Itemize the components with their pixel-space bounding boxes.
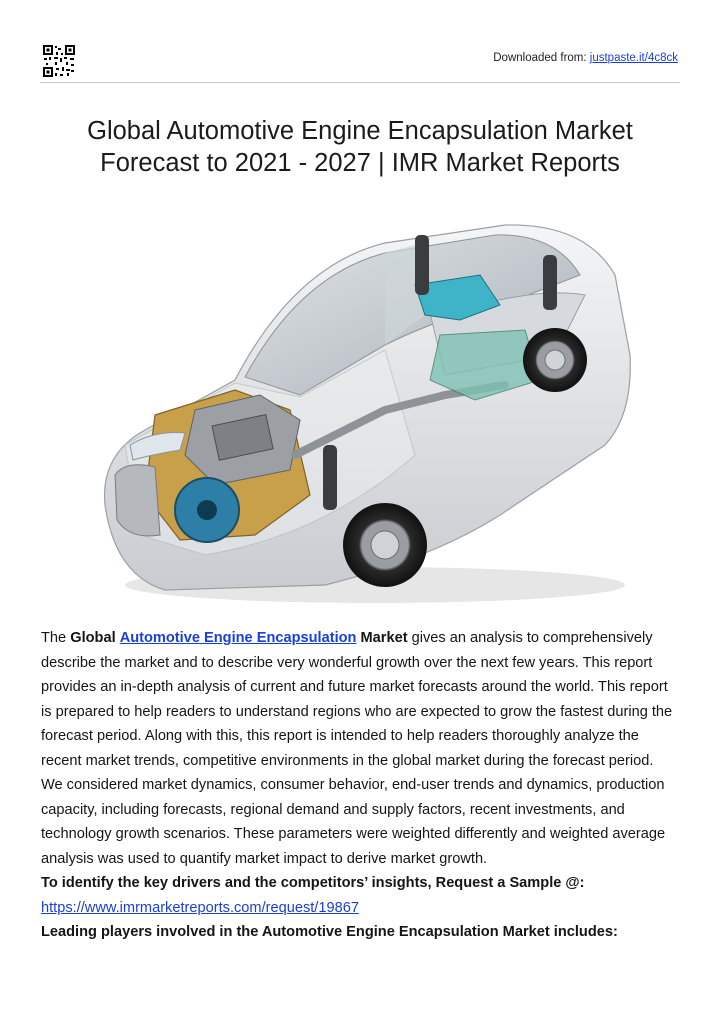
players-heading (41, 920, 680, 945)
intro-market: Market (360, 630, 408, 646)
title-line-2: Forecast to 2021 - 2027 | IMR Market Reports (100, 149, 620, 177)
intro-text: gives an analysis to comprehensively describe the market and to describe very wonderful growth over the next few years. This report provides an in-depth analysis of current and future market forecasts around the world. This report is prepared to help readers to understand regions who are expected to grow the fastest during the forecast period. Along with this, this report is intended to help readers thoroughly analyze the recent market trends, competitive environments in the global market during the forecast period. (41, 630, 673, 769)
intro-paragraph (41, 626, 680, 773)
download-source (493, 52, 678, 64)
qr-code-icon (42, 44, 76, 78)
methodology-paragraph: We considered market dynamics, consumer behavior, end-user trends and dynamics, production capacity, including forecasts, regional demand and supply factors, recent investments, and technology growth scenarios. These parameters were weighted differently and weighted average analysis was used to quantify market impact to derive market growth. (41, 777, 666, 867)
download-prefix: Downloaded from: (493, 52, 587, 64)
header-divider (40, 82, 680, 83)
players-heading-text: Leading players involved in the Automotive Engine Encapsulation Market includes: (41, 924, 618, 940)
intro-global: Global (70, 630, 116, 646)
car-cutaway-image (85, 205, 645, 605)
download-source-link[interactable]: justpaste.it/4c8ck (589, 52, 678, 64)
market-name-link[interactable]: Automotive Engine Encapsulation (119, 630, 357, 646)
page-title (40, 115, 680, 179)
article-body (41, 626, 680, 945)
sample-request-link[interactable]: https://www.imrmarketreports.com/request/19867 (41, 899, 359, 916)
sample-request (41, 871, 680, 920)
sample-request-text: To identify the key drivers and the competitors’ insights, Request a Sample @: (41, 875, 585, 891)
intro-the: The (41, 630, 67, 646)
title-line-1: Global Automotive Engine Encapsulation Market (87, 117, 633, 145)
